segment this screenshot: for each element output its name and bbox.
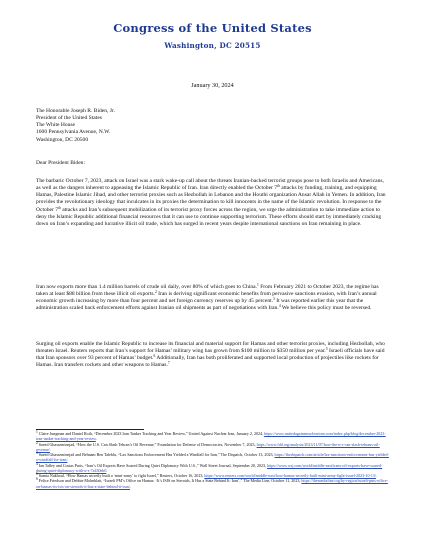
recipient-line: The White House — [36, 122, 76, 129]
footnote-link[interactable]: https://www.unitedagainstnucleariran.com/index.php/blog/december-2023-iran-tanker-tracking-and-year-review — [36, 431, 386, 442]
footnote-4 — [36, 463, 391, 474]
paragraph-1 — [36, 178, 389, 228]
footnote-text: Claire Jungman and Daniel Roth, “December 2023 Iran Tanker Tracking and Year Review,” United Against Nuclear Iran, January 2, 2024, — [37, 431, 265, 436]
footnote-text: Samia Nakhoul, “How Hamas secretly built a ‘mini-army’ to fight Israel,” Reuters, October 16, 2023, — [37, 473, 205, 478]
footnote-tail: . — [376, 473, 378, 478]
footnote-tail: . — [67, 457, 69, 463]
text-run: From February 2021 to October 2023, the regime has taken at least $88 billion from these illicit oil exports. — [36, 284, 379, 298]
footnote-number: 2 — [36, 440, 38, 445]
text-run: Israeli officials have said that Iran sponsors over 93 percent of Hamas’ budget. — [36, 348, 385, 362]
footnote-link[interactable]: https://www.reuters.com/world/middle-east/how-hamas-secretly-built-mini-army-fight-israel-2023-10-13/ — [204, 473, 377, 478]
text-run: Iran is deriving significant economic benefits from pervasive sanctions evasion, with Iran’s annual economic growth increasing by more than four percent and net foreign currency reserves up by 45 percent. — [36, 291, 377, 305]
footnote-text: Felice Friedson and Debbie Mohnblatt, “Israeli PM’s Office on Hamas: ‘It’s ISIS on Steroids, It Has a State Behind It: Iran’,” The Media Line, October 11, 2023, — [37, 478, 302, 484]
text-run: We believe this policy must be reversed. — [280, 305, 372, 312]
footnote-tail: . — [49, 446, 51, 452]
footnote-1 — [36, 431, 391, 442]
footnote-tail: . — [95, 436, 97, 442]
paragraph-2 — [36, 284, 389, 313]
recipient-address — [36, 108, 389, 144]
footnote-text: Saeed Ghasseminejad and Behnam Ben Taleblu, “Lax Sanctions Enforcement Has Yielded a Windfall for Iran,” The Dispatch, October 13, 2023, — [37, 452, 275, 457]
recipient-line: President of the United States — [36, 115, 102, 122]
text-run: Additionally, Iran has both proliferated and supported local production of projectiles like rockets for Hamas. Iran transfers rockets and other weapons to Hamas. — [36, 355, 379, 369]
footnote-number: 4 — [36, 461, 38, 466]
footnote-ref-7[interactable]: 7 — [167, 361, 170, 366]
footnote-ref-3[interactable]: 3 — [273, 297, 275, 302]
paragraph-3 — [36, 341, 389, 370]
superscript: th — [58, 205, 61, 210]
footnote-ref-6[interactable]: 6 — [153, 354, 156, 359]
footnote-ref-1[interactable]: 1 — [257, 283, 259, 287]
recipient-line: The Honorable Joseph R. Biden, Jr. — [36, 108, 115, 114]
footnote-number: 6 — [36, 477, 38, 482]
recipient-line: Washington, DC 20500 — [36, 136, 89, 143]
footnote-text: Ian Talley and Costas Paris, “Iran’s Oil Exports Have Soared During Quiet Diplomacy With U.S.,” Wall Street Journal, September 20, 2023, — [37, 462, 268, 468]
footnote-number: 5 — [36, 472, 38, 476]
letterhead-subtitle: Washington, DC 20515 — [164, 41, 261, 50]
footnote-link[interactable]: https://www.fdd.org/analysis/2023/11/07/how-the-u-s-can-slash-tehrans-oil-revenue/ — [36, 441, 380, 452]
text-run: It was reported earlier this year that the administration scaled back enforcement efforts against Iranian oil shipments as part of negotiations with Iran. — [36, 298, 364, 312]
superscript: th — [277, 184, 280, 189]
footnote-6 — [36, 478, 391, 489]
footnote-link[interactable]: https://www.wsj.com/world/middle-east/irans-oil-exports-have-soared-during-quiet-diplomacy-with-u-s-7a430eb0 — [36, 462, 383, 473]
footnote-2 — [36, 442, 391, 453]
footnote-tail: . — [106, 467, 108, 473]
footnote-divider — [36, 429, 144, 430]
footnote-3 — [36, 452, 391, 463]
text-run: attacks by funding, training, and equipping Hamas, Palestine Islamic Jihad, and other terrorist proxies such as Hezbollah in Lebanon and the Houthi organization Ansar Allah in Yemen. In addition, Iran provides the revolutionary ideology that inculcates in its proxies the determination to kill innocents in the name of the Islamic revolution. In response to the October 7 — [36, 185, 386, 213]
letter-date: January 30, 2024 — [191, 82, 234, 89]
footnote-ref-2[interactable]: 2 — [154, 290, 157, 295]
footnote-number: 1 — [36, 430, 38, 434]
footnote-link[interactable]: https://thedispatch.com/article/lax-sanctions-enforcement-has-yielded-a-windfall-for-iran/ — [36, 452, 389, 463]
footnote-number: 3 — [36, 451, 38, 455]
footnote-ref-5[interactable]: 5 — [325, 347, 328, 352]
salutation: Dear President Biden: — [36, 160, 85, 166]
text-run: Surging oil exports enable the Islamic Republic to increase its financial and material support for Hamas and other terrorist proxies, including Hezbollah, who threaten Israel. Reuters reports that Iran’s support for Hamas’ military wing has grown from $100 million to $350 million per year. — [36, 341, 385, 355]
footnote-link[interactable]: https://themedialine.org/by-region/israeli-pms-office-on-hamas-its-isis-on-steroids-it-has-a-state-behind-it-iran/ — [36, 478, 388, 489]
letterhead-title: Congress of the United States — [113, 21, 312, 35]
recipient-line: 1600 Pennsylvania Avenue, N.W. — [36, 129, 111, 136]
footnote-ref-4[interactable]: 4 — [278, 304, 281, 309]
footnote-text: Saeed Ghasseminejad, “How the U.S. Can Slash Tehran’s Oil Revenue,” Foundation for Defense of Democracies, November 7, 2023, — [37, 441, 257, 447]
text-run: The barbaric October 7, 2023, attack on Israel was a stark wake-up call about the threats Iranian-backed terrorist groups pose to both Israelis and Americans, as well as the dangers inherent to appeasing the Islamic Republic of Iran. Iran directly enabled the October 7 — [36, 178, 384, 192]
footnote-tail: . — [129, 483, 131, 489]
text-run: attacks and Iran’s subsequent mobilization of its terrorist proxy forces across the region, we urge the administration to take immediate action to deny the Islamic Republic additional financial resources that it can use to continue supporting terrorism. These efforts should start by immediately cracking down on Iran’s expanding and lucrative illicit oil trade, which has surged in recent years despite international sanctions on Iran remaining in place. — [36, 206, 382, 227]
footnotes — [36, 431, 391, 489]
text-run: Iran now exports more than 1.4 million barrels of crude oil daily, over 80% of which goes to China. — [36, 284, 258, 290]
